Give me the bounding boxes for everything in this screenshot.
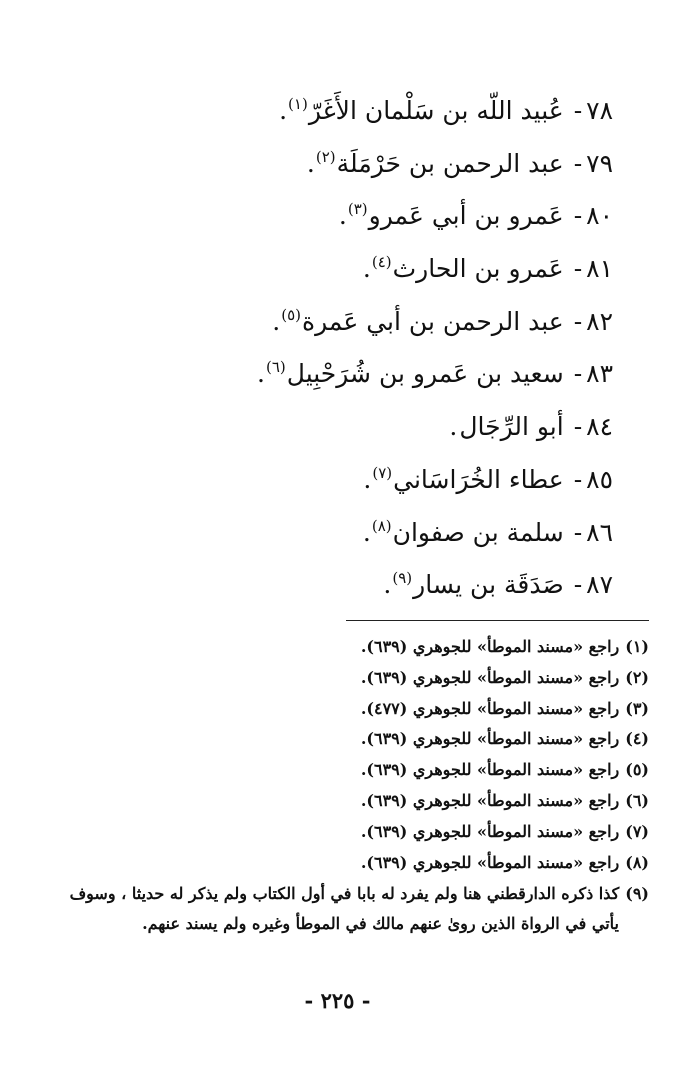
narrator-entry: ٧٨-عُبيد اللّه بن سَلْمان الأَغَرّ$^{(١)}$. [53,78,613,131]
narrator-entry: ٨٤-أبو الرِّجَال. [53,394,613,447]
footnote [29,632,649,663]
entry-period: . [338,201,347,231]
narrator-entry: ٨٠-عَمرو بن أبي عَمرو$^{(٣)}$. [53,183,613,236]
entry-name: عبد الرحمن بن حَرْمَلَة [336,148,564,178]
entry-name: عَمرو بن أبي عَمرو [368,201,564,231]
entry-number: ٨٧ [586,570,613,600]
footnote-number: (١) [625,637,649,656]
narrator-list [53,78,613,605]
footnote-reference: (٧) [372,463,393,482]
entry-name: عُبيد اللّه بن سَلْمان الأَغَرّ [308,96,564,125]
footnote-reference: (٤) [371,253,392,272]
footnote-text: راجع «مسند الموطأ» للجوهري (٤٧٧). [360,698,620,718]
narrator-entry: ٨٣-سعيد بن عَمرو بن شُرَحْبِيل$^{(٦)}$. [53,341,613,394]
entry-period: . [362,254,371,284]
footnote-number: (٩) [625,884,649,904]
entry-period: . [362,517,371,547]
footnote-number: (٧) [625,821,649,841]
footnote [29,694,649,725]
footnote-reference: (٣) [347,200,368,219]
footnotes-list [29,632,649,939]
entry-period: . [279,96,288,125]
footnote-number: (٢) [625,667,649,687]
footnote-number: (٤) [625,729,649,749]
narrator-entry: ٨٥-عطاء الخُرَاسَاني$^{(٧)}$. [53,447,613,500]
footnote [29,848,649,879]
footnote-number: (٦) [625,790,649,810]
footnote-reference: (٢) [315,147,336,166]
footnote-separator [346,620,649,621]
entry-number: ٨٢ [586,306,613,336]
footnote [29,786,649,817]
footnote [29,724,649,755]
footnote-text: راجع «مسند الموطأ» للجوهري (٦٣٩). [360,790,620,810]
entry-period: . [257,359,265,389]
entry-period: . [449,412,458,442]
footnote-reference: (٨) [371,516,392,535]
entry-number: ٧٩ [586,148,613,178]
entry-period: . [363,464,372,494]
footnote-text: راجع «مسند الموطأ» للجوهري (٦٣٩). [360,852,620,872]
entry-number: ٨٥ [586,464,613,494]
narrator-entry: ٨٢-عبد الرحمن بن أبي عَمرة$^{(٥)}$. [53,289,613,342]
entry-number: ٨٠ [586,201,613,231]
entry-name: سلمة بن صفوان [392,517,564,547]
entry-name: صَدَقَة بن يسار [413,570,564,600]
footnote-number: (٨) [625,852,649,872]
footnote-continuation: يأتي في الرواة الذين روىٰ عنهم مالك في الموطأ وغيره ولم يسند عنهم. [142,914,619,934]
entry-number: ٧٨ [586,96,613,125]
footnote-reference: (١) [288,95,308,113]
entry-period: . [383,570,392,600]
entry-name: سعيد بن عَمرو بن شُرَحْبِيل [286,359,564,389]
narrator-entry: ٧٩-عبد الرحمن بن حَرْمَلَة$^{(٢)}$. [53,131,613,184]
entry-name: عطاء الخُرَاسَاني [393,464,564,494]
entry-number: ٨١ [586,254,613,284]
footnote-reference: (٥) [281,305,302,324]
footnote-text: راجع «مسند الموطأ» للجوهري (٦٣٩). [360,667,620,687]
narrator-entry: ٨١-عَمرو بن الحارث$^{(٤)}$. [53,236,613,289]
narrator-entry: ٨٦-سلمة بن صفوان$^{(٨)}$. [53,500,613,553]
footnote [29,663,649,694]
entry-name: عَمرو بن الحارث [392,254,564,284]
footnote-number: (٥) [625,760,649,780]
footnote-text: راجع «مسند الموطأ» للجوهري (٦٣٩). [360,637,620,656]
footnote-text: راجع «مسند الموطأ» للجوهري (٦٣٩). [360,821,620,841]
footnote-text: راجع «مسند الموطأ» للجوهري (٦٣٩). [360,760,620,780]
footnote-reference: (٦) [266,358,286,377]
footnote-text: كذا ذكره الدارقطني هنا ولم يفرد له بابا في أول الكتاب ولم يذكر له حديثا ، وسوف [69,884,620,904]
entry-name: عبد الرحمن بن أبي عَمرة [302,306,564,336]
footnote-reference: (٩) [392,569,413,588]
entry-period: . [306,148,315,178]
entry-number: ٨٣ [586,359,613,389]
entry-name: أبو الرِّجَال [459,412,564,442]
footnote [29,878,649,939]
footnote [29,817,649,848]
entry-period: . [272,306,281,336]
entry-number: ٨٦ [586,517,613,547]
footnote-number: (٣) [625,698,649,718]
entry-number: ٨٤ [586,412,613,442]
narrator-entry: ٨٧-صَدَقَة بن يسار$^{(٩)}$. [53,552,613,605]
footnote [29,755,649,786]
footnote-text: راجع «مسند الموطأ» للجوهري (٦٣٩). [360,729,620,749]
page-number: - ٢٢٥ - [304,988,371,1013]
